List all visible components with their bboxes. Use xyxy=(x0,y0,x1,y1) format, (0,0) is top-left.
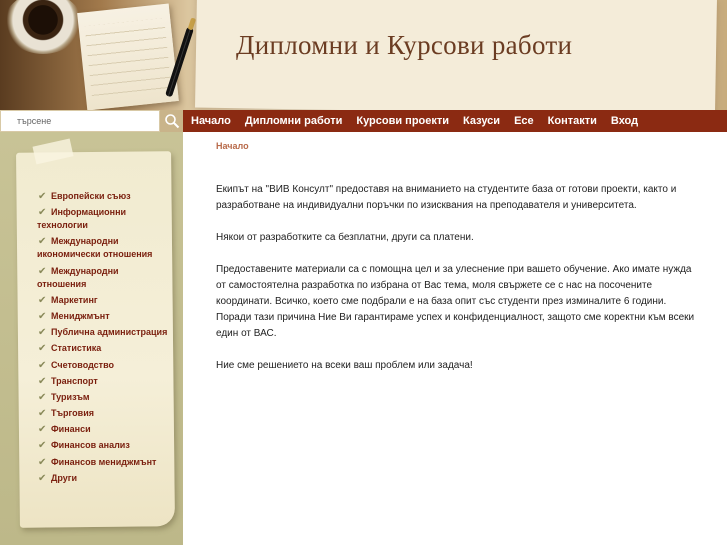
sidebar-item-label-line2: технологии xyxy=(37,220,88,231)
checkmark-icon: ✔ xyxy=(38,375,47,387)
content-body xyxy=(216,182,696,390)
sidebar-item-label: Туризъм xyxy=(51,391,90,402)
sidebar-item-label-line2: отношения xyxy=(37,278,87,289)
checkmark-icon: ✔ xyxy=(38,294,47,306)
text-line: Предоставените материали са с помощна цел и за улеснение при вашето обучение. Ако имате нужда xyxy=(216,264,692,275)
main-nav xyxy=(183,110,727,132)
closing-paragraph xyxy=(216,358,696,374)
sidebar-item-management[interactable] xyxy=(37,310,177,323)
checkmark-icon: ✔ xyxy=(38,265,47,277)
intro-paragraph xyxy=(216,182,696,214)
checkmark-icon: ✔ xyxy=(38,359,47,371)
nav-item-login[interactable]: Вход xyxy=(610,115,639,127)
sidebar-item-tourism[interactable] xyxy=(37,391,177,404)
header-banner xyxy=(0,0,727,110)
free-paid-paragraph xyxy=(216,230,696,246)
text-line: разработване на индивидуални поръчки по изисквания на преподавателя и университета. xyxy=(216,200,637,211)
sidebar-item-statistics[interactable] xyxy=(37,342,177,355)
sidebar-item-other[interactable] xyxy=(37,472,177,485)
sidebar-item-financial-analysis[interactable] xyxy=(37,439,177,452)
checkmark-icon: ✔ xyxy=(38,207,47,219)
sidebar-item-label: Маркетинг xyxy=(51,294,98,305)
category-menu xyxy=(37,190,177,488)
sidebar-item-label: Финанси xyxy=(51,424,91,435)
sidebar-item-label: Търговия xyxy=(51,408,95,419)
coffee-cup-image xyxy=(4,0,82,54)
search-input[interactable] xyxy=(0,110,160,132)
sidebar-item-trade[interactable] xyxy=(37,407,177,420)
search-icon xyxy=(164,113,180,129)
text-line: Екипът на "ВИВ Консулт" предоставя на вниманието на студентите база от готови проекти, както и xyxy=(216,184,677,195)
sidebar-item-label: Международни xyxy=(51,236,119,247)
sidebar-item-label: Мениджмънт xyxy=(51,310,110,321)
search-bar xyxy=(0,110,183,132)
sidebar-item-information-technologies[interactable] xyxy=(37,206,177,232)
sidebar-item-european-union[interactable] xyxy=(37,190,177,203)
checkmark-icon: ✔ xyxy=(38,440,47,452)
text-line: координати. Всичко, което сме подбрали е на база опит със студенти през изминалите 6 години. xyxy=(216,296,667,307)
checkmark-icon: ✔ xyxy=(38,236,47,248)
checkmark-icon: ✔ xyxy=(38,327,47,339)
nav-item-course-projects[interactable]: Курсови проекти xyxy=(356,115,450,127)
text-line: Ние сме решението на всеки ваш проблем или задача! xyxy=(216,360,473,371)
sidebar-item-international-economic-relations[interactable] xyxy=(37,235,177,261)
sidebar-item-label: Европейски съюз xyxy=(51,191,131,201)
checkmark-icon: ✔ xyxy=(38,391,47,403)
checkmark-icon: ✔ xyxy=(38,424,47,436)
sidebar-item-label: Финансов мениджмънт xyxy=(51,456,157,467)
checkmark-icon: ✔ xyxy=(38,408,47,420)
main-content xyxy=(183,132,727,545)
search-button[interactable] xyxy=(160,110,183,132)
nav-item-home[interactable]: Начало xyxy=(191,115,231,127)
nav-item-cases[interactable]: Казуси xyxy=(463,115,501,127)
sidebar-item-accounting[interactable] xyxy=(37,359,177,372)
checkmark-icon: ✔ xyxy=(38,310,47,322)
checkmark-icon: ✔ xyxy=(38,456,47,468)
sidebar-item-public-administration[interactable] xyxy=(37,326,177,339)
text-line: Някои от разработките са безплатни, други са платени. xyxy=(216,232,474,243)
sidebar-item-label: Финансов анализ xyxy=(51,440,130,451)
text-line: Поради тази причина Ние Ви гарантираме успех и конфиденциалност, защото сме коректни към всеки xyxy=(216,312,695,323)
nav-item-diploma-works[interactable]: Дипломни работи xyxy=(244,115,343,127)
nav-item-essay[interactable]: Есе xyxy=(514,115,534,127)
sidebar-item-label: Статистика xyxy=(51,343,102,354)
sidebar-item-marketing[interactable] xyxy=(37,294,177,307)
sidebar-item-label-line2: икономически отношения xyxy=(37,249,153,260)
sidebar-item-label: Счетоводство xyxy=(51,359,114,370)
sidebar-item-label: Други xyxy=(51,472,78,483)
sidebar-item-label: Информационни xyxy=(51,207,127,218)
checkmark-icon: ✔ xyxy=(38,191,47,202)
checkmark-icon: ✔ xyxy=(38,472,47,484)
text-line: от самостоятелна разработка по избрана от Вас тема, моля свържете се с нас на посочените xyxy=(216,280,653,291)
sidebar-item-label: Международни xyxy=(51,265,119,276)
notepad-image xyxy=(77,3,179,110)
sidebar-item-label: Транспорт xyxy=(51,375,98,386)
breadcrumb[interactable]: Начало xyxy=(216,141,249,151)
nav-item-contacts[interactable]: Контакти xyxy=(547,115,597,127)
sidebar-item-finance[interactable] xyxy=(37,423,177,436)
checkmark-icon: ✔ xyxy=(38,343,47,355)
text-line: един от ВАС. xyxy=(216,328,277,339)
sidebar-item-transport[interactable] xyxy=(37,375,177,388)
site-title: Дипломни и Курсови работи xyxy=(236,30,573,60)
sidebar-item-financial-management[interactable] xyxy=(37,456,177,469)
sidebar-item-label: Публична администрация xyxy=(51,327,168,338)
materials-paragraph xyxy=(216,262,696,342)
sidebar-item-international-relations[interactable] xyxy=(37,265,177,291)
